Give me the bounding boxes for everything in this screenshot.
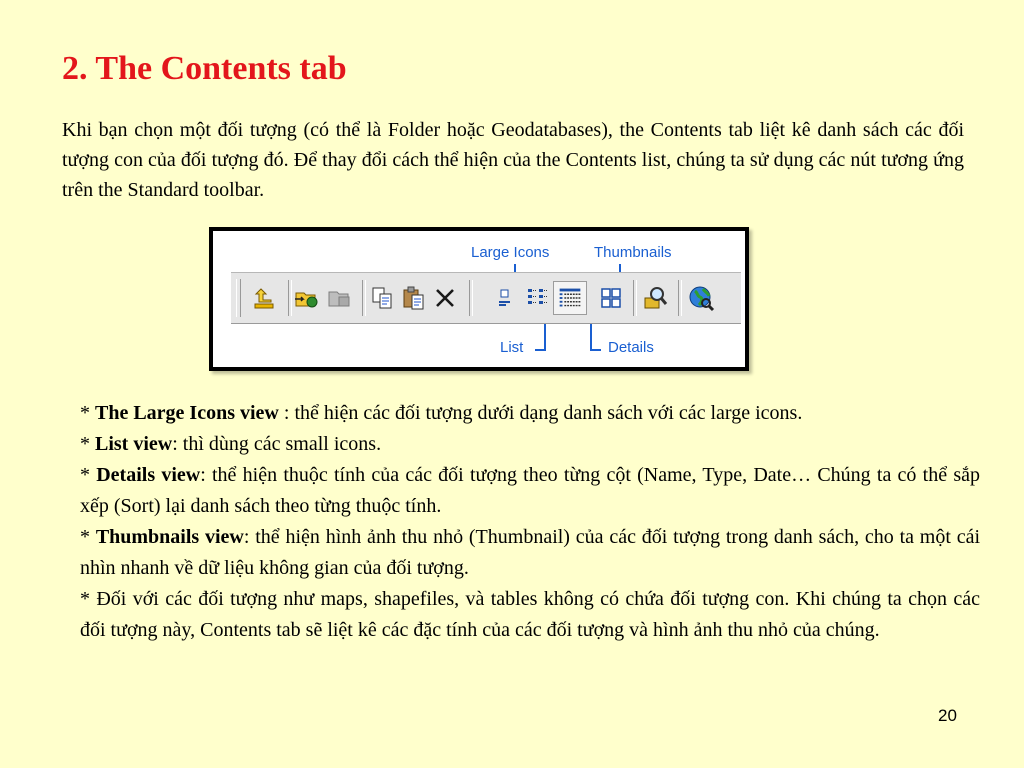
bullet-term: List view xyxy=(95,433,173,455)
list-icon[interactable] xyxy=(524,284,552,312)
bullet-list xyxy=(80,398,980,646)
search-icon[interactable] xyxy=(641,284,669,312)
globe-icon[interactable] xyxy=(687,284,715,312)
callout-line-list-tick xyxy=(535,349,546,351)
delete-icon[interactable] xyxy=(431,284,459,312)
intro-paragraph: Khi bạn chọn một đối tượng (có thể là Folder hoặc Geodatabases), the Contents tab liệt kê danh sách các đối tượng con của đối tượng đó. Để thay đổi cách thể hiện của the Contents list, chúng ta sử dụng các nút tương ứng trên the Standard toolbar. xyxy=(62,119,964,201)
paste-icon[interactable] xyxy=(400,284,428,312)
callout-list: List xyxy=(500,339,524,356)
details-icon[interactable] xyxy=(553,281,587,315)
large-icons-icon[interactable] xyxy=(493,284,521,312)
callout-line-details-tick xyxy=(590,349,601,351)
bullet-thumbnails-view: * Thumbnails view: thể hiện hình ảnh thu nhỏ (Thumbnail) của các đối tượng trong danh sách, cho ta một cái nhìn nhanh về dữ liệu không gian của đối tượng. xyxy=(80,526,981,579)
page-number: 20 xyxy=(938,706,957,725)
up-folder-icon[interactable] xyxy=(251,284,279,312)
bullet-objects-without-children: * Đối với các đối tượng như maps, shapefiles, và tables không có chứa đối tượng con. Khi chúng ta chọn các đối tượng này, Contents tab sẽ liệt kê các đặc tính của các đối tượng và hình ảnh thu nhỏ của chúng. xyxy=(80,588,981,641)
connect-folder-icon[interactable] xyxy=(293,284,321,312)
thumbnails-icon[interactable] xyxy=(597,284,625,312)
copy-icon[interactable] xyxy=(369,284,397,312)
callout-details: Details xyxy=(608,339,654,356)
standard-toolbar xyxy=(231,272,741,324)
disconnect-folder-icon[interactable] xyxy=(325,284,353,312)
bullet-list-view: * List view: thì dùng các small icons. xyxy=(80,433,382,455)
bullet-term: Details view xyxy=(96,464,201,486)
toolbar-grip[interactable] xyxy=(236,279,241,317)
bullet-details-view: * Details view: thể hiện thuộc tính của các đối tượng theo từng cột (Name, Type, Date… Chúng ta có thể sắp xếp (Sort) lại danh sách theo từng thuộc tính. xyxy=(80,464,980,517)
toolbar-figure xyxy=(209,227,749,371)
bullet-term: The Large Icons view xyxy=(95,402,279,424)
slide-title: 2. The Contents tab xyxy=(62,50,347,87)
bullet-large-icons-view: * The Large Icons view : thể hiện các đối tượng dưới dạng danh sách với các large icons. xyxy=(80,402,803,424)
bullet-term: Thumbnails view xyxy=(95,526,244,548)
callout-thumbnails: Thumbnails xyxy=(594,244,672,261)
callout-large-icons: Large Icons xyxy=(471,244,550,261)
